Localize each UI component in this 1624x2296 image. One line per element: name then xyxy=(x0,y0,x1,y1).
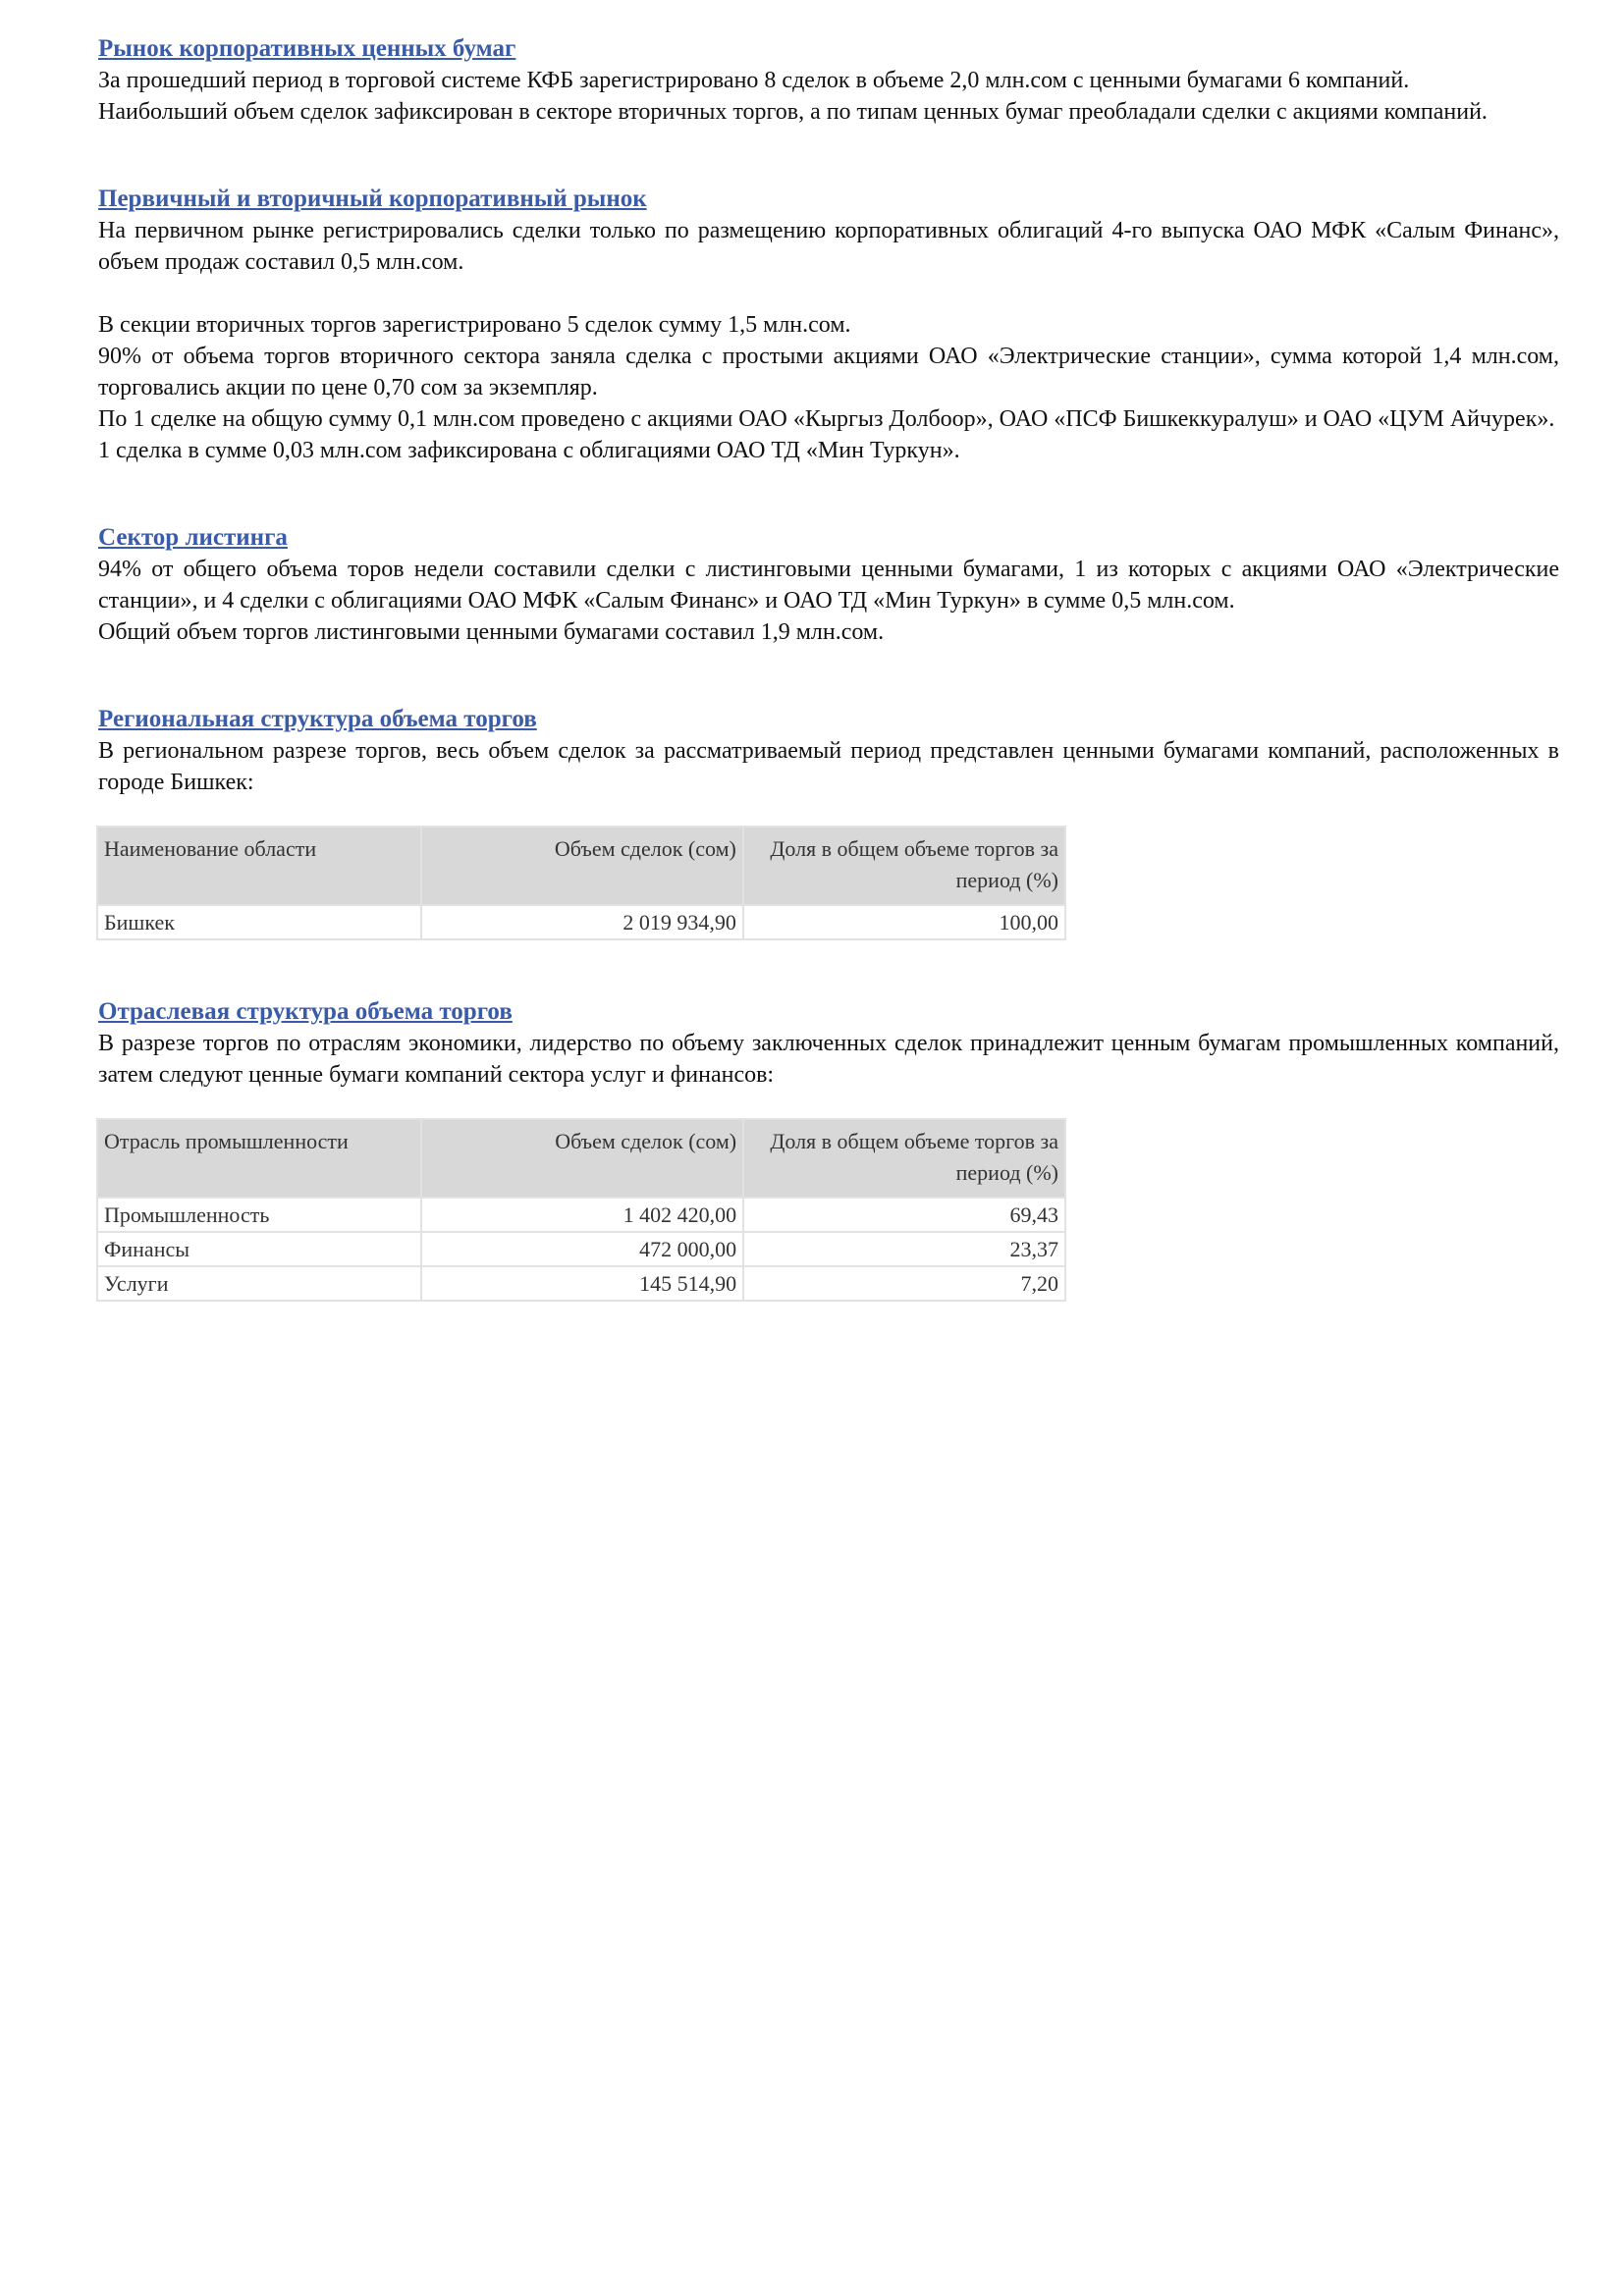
table-cell: 472 000,00 xyxy=(422,1233,742,1265)
table-row xyxy=(98,906,1064,938)
table-header-row xyxy=(98,1120,1064,1197)
table-cell: Услуги xyxy=(98,1267,420,1300)
section-title-listing: Сектор листинга xyxy=(98,524,288,551)
table-cell: 69,43 xyxy=(744,1199,1064,1231)
table-cell: 7,20 xyxy=(744,1267,1064,1300)
table-cell: 145 514,90 xyxy=(422,1267,742,1300)
table-cell: 1 402 420,00 xyxy=(422,1199,742,1231)
section-title-sector: Отраслевая структура объема торгов xyxy=(98,998,513,1025)
table-cell: 100,00 xyxy=(744,906,1064,938)
column-header: Доля в общем объеме торгов за период (%) xyxy=(744,1120,1064,1197)
section-listing xyxy=(98,522,1559,648)
column-header: Объем сделок (сом) xyxy=(422,828,742,904)
table-row xyxy=(98,1199,1064,1231)
table-cell: Бишкек xyxy=(98,906,420,938)
table-cell: Финансы xyxy=(98,1233,420,1265)
paragraph: В региональном разрезе торгов, весь объем сделок за рассматриваемый период представлен ценными бумагами компаний, расположенных в городе Бишкек: xyxy=(98,738,1559,795)
section-sector-structure xyxy=(98,996,1559,1302)
column-header: Отрасль промышленности xyxy=(98,1120,420,1197)
table-cell: 23,37 xyxy=(744,1233,1064,1265)
section-title-primary-secondary: Первичный и вторичный корпоративный рынок xyxy=(98,186,647,212)
sector-table xyxy=(96,1118,1066,1302)
paragraph: 90% от объема торгов вторичного сектора заняла сделка с простыми акциями ОАО «Электрические станции», сумма которой 1,4 млн.сом, торговались акции по цене 0,70 сом за экземпляр. xyxy=(98,344,1559,400)
section-title-corporate-market: Рынок корпоративных ценных бумаг xyxy=(98,35,516,62)
paragraph: По 1 сделке на общую сумму 0,1 млн.сом проведено с акциями ОАО «Кыргыз Долбоор», ОАО «ПСФ Бишкеккуралуш» и ОАО «ЦУМ Айчурек». xyxy=(98,406,1555,432)
section-regional-structure xyxy=(98,704,1559,940)
paragraph: На первичном рынке регистрировались сделки только по размещению корпоративных облигаций 4-го выпуска ОАО МФК «Салым Финанс», объем продаж составил 0,5 млн.сом. xyxy=(98,218,1559,275)
section-primary-secondary-market xyxy=(98,184,1559,466)
paragraph: В секции вторичных торгов зарегистрировано 5 сделок сумму 1,5 млн.сом. xyxy=(98,312,851,338)
section-corporate-market xyxy=(98,33,1559,128)
paragraph: Наибольший объем сделок зафиксирован в секторе вторичных торгов, а по типам ценных бумаг преобладали сделки с акциями компаний. xyxy=(98,99,1488,125)
table-header-row xyxy=(98,828,1064,904)
column-header: Объем сделок (сом) xyxy=(422,1120,742,1197)
paragraph: В разрезе торгов по отраслям экономики, лидерство по объему заключенных сделок принадлежит ценным бумагам промышленных компаний, затем следуют ценные бумаги компаний сектора услуг и финансов: xyxy=(98,1031,1559,1088)
regional-table xyxy=(96,826,1066,940)
table-row xyxy=(98,1233,1064,1265)
table-row xyxy=(98,1267,1064,1300)
paragraph: 94% от общего объема торов недели составили сделки с листинговыми ценными бумагами, 1 из которых с акциями ОАО «Электрические станции», и 4 сделки с облигациями ОАО МФК «Салым Финанс» и ОАО ТД «Мин Туркун» в сумме 0,5 млн.сом. xyxy=(98,557,1559,614)
document-page xyxy=(98,33,1559,1302)
paragraph: Общий объем торгов листинговыми ценными бумагами составил 1,9 млн.сом. xyxy=(98,619,885,645)
column-header: Доля в общем объеме торгов за период (%) xyxy=(744,828,1064,904)
table-cell: 2 019 934,90 xyxy=(422,906,742,938)
section-title-regional: Региональная структура объема торгов xyxy=(98,706,537,732)
table-cell: Промышленность xyxy=(98,1199,420,1231)
column-header: Наименование области xyxy=(98,828,420,904)
paragraph: За прошедший период в торговой системе КФБ зарегистрировано 8 сделок в объеме 2,0 млн.сом с ценными бумагами 6 компаний. xyxy=(98,68,1410,93)
paragraph: 1 сделка в сумме 0,03 млн.сом зафиксирована с облигациями ОАО ТД «Мин Туркун». xyxy=(98,438,960,463)
